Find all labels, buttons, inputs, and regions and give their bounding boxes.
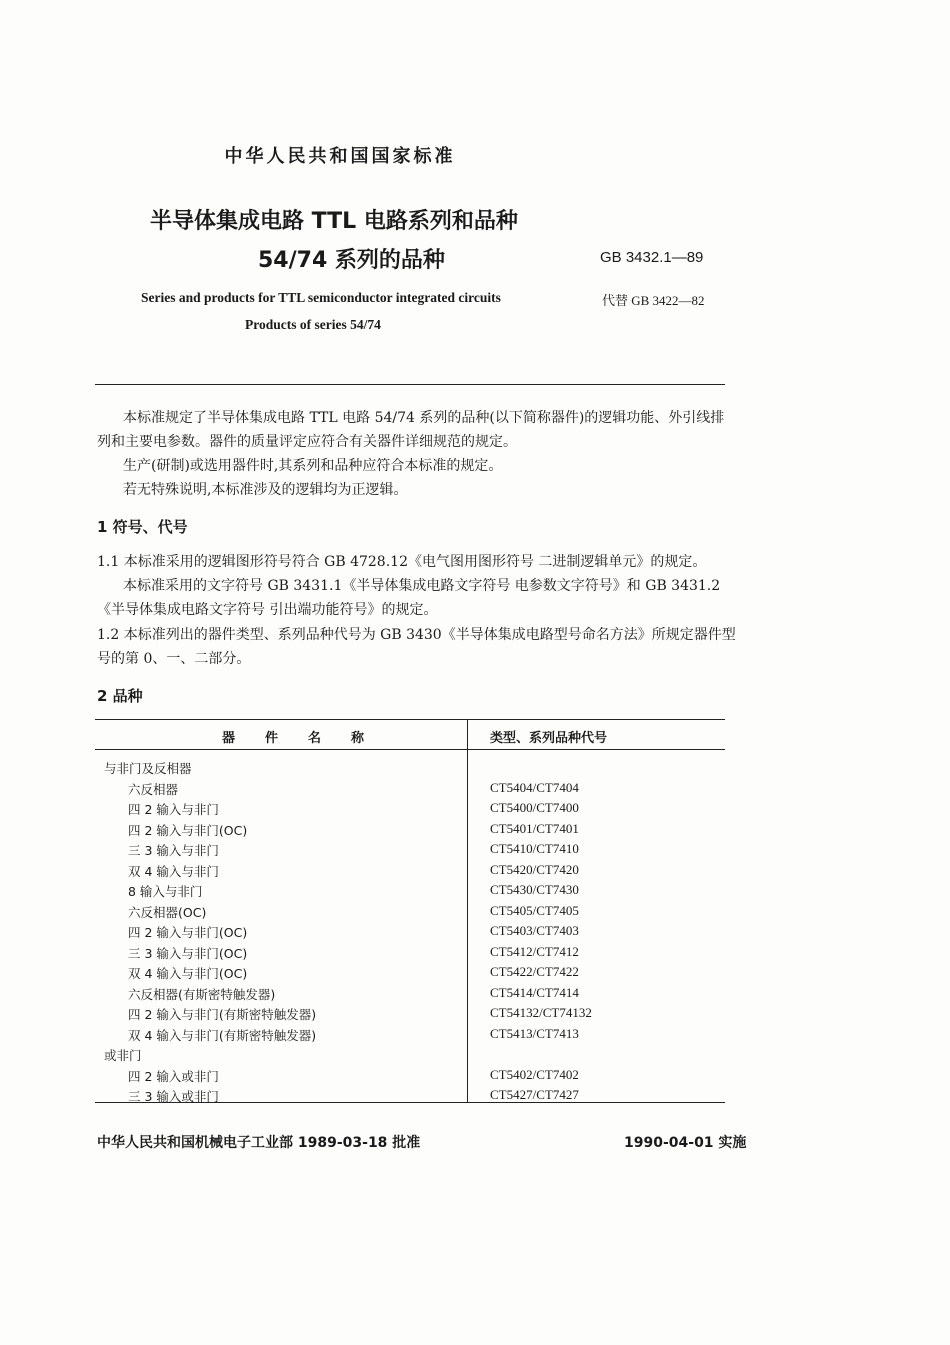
device-name: 四 2 输入或非门 bbox=[128, 1068, 219, 1084]
device-name: 三 3 输入与非门 bbox=[128, 843, 219, 858]
section1-heading: 1 符号、代号 bbox=[97, 518, 188, 536]
table-header-rule bbox=[95, 749, 725, 750]
table-row bbox=[0, 1026, 950, 1047]
device-code: CT5413/CT7413 bbox=[490, 1025, 579, 1041]
clause-1-1-line1: 1.1 本标准采用的逻辑图形符号符合 GB 4728.12《电气图用图形符号 二进制逻辑单元》的规定。 bbox=[97, 554, 707, 570]
table-row bbox=[0, 985, 950, 1006]
device-name: 四 2 输入与非门 bbox=[128, 802, 219, 817]
device-code: CT5414/CT7414 bbox=[490, 984, 579, 1000]
device-code: CT5430/CT7430 bbox=[490, 882, 579, 897]
device-name: 四 2 输入与非门(有斯密特触发器) bbox=[128, 1007, 317, 1022]
device-code: CT5402/CT7402 bbox=[490, 1066, 579, 1082]
table-row bbox=[0, 1005, 950, 1026]
device-name: 8 输入与非门 bbox=[128, 884, 203, 899]
table-bottom-rule bbox=[95, 1102, 725, 1103]
device-code: CT5420/CT7420 bbox=[490, 861, 579, 877]
table-row bbox=[0, 903, 950, 924]
intro-p3: 若无特殊说明,本标准涉及的逻辑均为正逻辑。 bbox=[123, 482, 408, 498]
device-name: 三 3 输入与非门(OC) bbox=[128, 945, 248, 961]
standard-code: GB 3432.1—89 bbox=[600, 249, 704, 266]
title-en-line2: Products of series 54/74 bbox=[245, 317, 381, 332]
clause-1-2-line2: 号的第 0、一、二部分。 bbox=[97, 651, 251, 667]
title-en-line1: Series and products for TTL semiconductor integrated circuits bbox=[141, 290, 501, 305]
device-name: 双 4 输入与非门 bbox=[128, 863, 219, 879]
table-header-name: 器件名称 bbox=[222, 731, 395, 746]
table-row bbox=[0, 1087, 950, 1108]
table-row bbox=[0, 759, 950, 780]
table-row bbox=[0, 800, 950, 821]
device-name: 六反相器(有斯密特触发器) bbox=[128, 986, 276, 1002]
device-name: 四 2 输入与非门(OC) bbox=[128, 925, 248, 940]
title-cn-line2: 54/74 系列的品种 bbox=[258, 248, 445, 273]
title-cn-line1: 半导体集成电路 TTL 电路系列和品种 bbox=[150, 209, 518, 234]
section2-heading: 2 品种 bbox=[97, 687, 143, 705]
table-row bbox=[0, 821, 950, 842]
table-row bbox=[0, 944, 950, 965]
table-row bbox=[0, 862, 950, 883]
device-code: CT5404/CT7404 bbox=[490, 779, 579, 795]
device-name: 三 3 输入或非门 bbox=[128, 1089, 219, 1104]
table-row bbox=[0, 1046, 950, 1067]
device-code: CT5400/CT7400 bbox=[490, 800, 579, 815]
device-name: 双 4 输入与非门(有斯密特触发器) bbox=[128, 1027, 317, 1043]
device-name: 六反相器 bbox=[128, 781, 179, 797]
approval-note: 中华人民共和国机械电子工业部 1989-03-18 批准 bbox=[97, 1135, 421, 1151]
device-code: CT54132/CT74132 bbox=[490, 1005, 592, 1020]
table-row bbox=[0, 1067, 950, 1088]
clause-1-2-line1: 1.2 本标准列出的器件类型、系列品种代号为 GB 3430《半导体集成电路型号命名方法》所规定器件型 bbox=[97, 627, 736, 643]
device-code: CT5422/CT7422 bbox=[490, 964, 579, 979]
clause-1-1-line3: 《半导体集成电路文字符号 引出端功能符号》的规定。 bbox=[97, 602, 438, 618]
intro-p2: 生产(研制)或选用器件时,其系列和品种应符合本标准的规定。 bbox=[123, 458, 503, 474]
table-top-rule bbox=[95, 719, 725, 720]
device-code: CT5427/CT7427 bbox=[490, 1087, 579, 1102]
intro-p1-line1: 本标准规定了半导体集成电路 TTL 电路 54/74 系列的品种(以下简称器件)的逻辑功能、外引线排 bbox=[123, 410, 725, 426]
table-row bbox=[0, 964, 950, 985]
table-row bbox=[0, 882, 950, 903]
table-row bbox=[0, 780, 950, 801]
device-code: CT5401/CT7401 bbox=[490, 820, 579, 836]
effective-date: 1990-04-01 实施 bbox=[624, 1135, 747, 1151]
standard-name: 中华人民共和国国家标准 bbox=[224, 146, 456, 167]
device-name: 与非门及反相器 bbox=[104, 761, 192, 776]
device-name: 四 2 输入与非门(OC) bbox=[128, 822, 248, 838]
device-name: 双 4 输入与非门(OC) bbox=[128, 966, 248, 981]
intro-p1-line2: 列和主要电参数。器件的质量评定应符合有关器件详细规范的规定。 bbox=[97, 434, 517, 450]
device-code: CT5410/CT7410 bbox=[490, 841, 579, 856]
table-row bbox=[0, 841, 950, 862]
header-rule bbox=[95, 384, 725, 385]
device-name: 六反相器(OC) bbox=[128, 904, 207, 920]
device-code: CT5412/CT7412 bbox=[490, 943, 579, 959]
device-name: 或非门 bbox=[104, 1048, 142, 1063]
table-header-code: 类型、系列品种代号 bbox=[490, 731, 608, 746]
replaces-note: 代替 GB 3422—82 bbox=[602, 293, 705, 308]
device-code: CT5405/CT7405 bbox=[490, 902, 579, 918]
clause-1-1-line2: 本标准采用的文字符号 GB 3431.1《半导体集成电路文字符号 电参数文字符号》和 GB 3431.2 bbox=[123, 578, 721, 594]
table-row bbox=[0, 923, 950, 944]
device-code: CT5403/CT7403 bbox=[490, 923, 579, 938]
